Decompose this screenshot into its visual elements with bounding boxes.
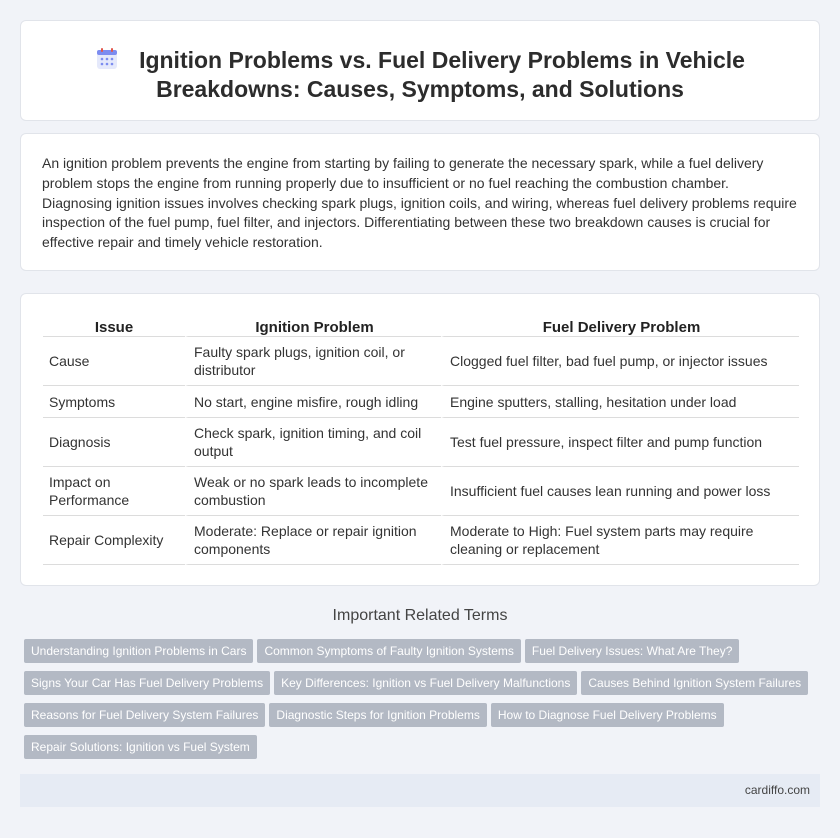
ignition-cell: Check spark, ignition timing, and coil output [185, 418, 441, 467]
header-fuel-delivery: Fuel Delivery Problem [441, 316, 799, 337]
related-term-tag[interactable]: How to Diagnose Fuel Delivery Problems [491, 703, 724, 727]
related-term-tag[interactable]: Understanding Ignition Problems in Cars [24, 639, 253, 663]
related-term-tag[interactable]: Fuel Delivery Issues: What Are They? [525, 639, 740, 663]
calendar-icon [95, 47, 119, 71]
page-title-text: Ignition Problems vs. Fuel Delivery Problems in Vehicle Breakdowns: Causes, Symptoms, and Solutions [139, 47, 745, 102]
ignition-cell: Weak or no spark leads to incomplete combustion [185, 467, 441, 516]
table-row [43, 467, 799, 516]
table-header-row [43, 316, 799, 337]
related-term-tag[interactable]: Repair Solutions: Ignition vs Fuel System [24, 735, 257, 759]
header-ignition: Ignition Problem [185, 316, 441, 337]
page-title [61, 46, 779, 104]
fuel-cell: Engine sputters, stalling, hesitation under load [441, 386, 799, 418]
row-label: Cause [43, 337, 185, 386]
fuel-cell: Insufficient fuel causes lean running and power loss [441, 467, 799, 516]
table-row [43, 516, 799, 565]
fuel-cell: Test fuel pressure, inspect filter and pump function [441, 418, 799, 467]
row-label: Symptoms [43, 386, 185, 418]
header-issue: Issue [43, 316, 185, 337]
row-label: Impact on Performance [43, 467, 185, 516]
related-term-tag[interactable]: Causes Behind Ignition System Failures [581, 671, 808, 695]
related-term-tag[interactable]: Key Differences: Ignition vs Fuel Delivery Malfunctions [274, 671, 577, 695]
table-row [43, 418, 799, 467]
intro-card [20, 133, 820, 271]
table-row [43, 386, 799, 418]
ignition-cell: No start, engine misfire, rough idling [185, 386, 441, 418]
comparison-table [43, 316, 799, 565]
ignition-cell: Faulty spark plugs, ignition coil, or distributor [185, 337, 441, 386]
related-terms-list [24, 639, 824, 767]
related-term-tag[interactable]: Diagnostic Steps for Ignition Problems [269, 703, 486, 727]
fuel-cell: Moderate to High: Fuel system parts may require cleaning or replacement [441, 516, 799, 565]
related-terms-title: Important Related Terms [332, 607, 508, 624]
title-card [20, 20, 820, 121]
footer-site-link[interactable]: cardiffo.com [744, 783, 810, 797]
intro-paragraph: An ignition problem prevents the engine from starting by failing to generate the necessary spark, while a fuel delivery problem stops the engine from running properly due to insufficient or no fuel reaching the combustion chamber. Diagnosing ignition issues involves checking spark plugs, ignition coils, and wiring, whereas fuel delivery problems require inspection of the fuel pump, fuel filter, and injectors. Differentiating between these two breakdown causes is crucial for effective repair and timely vehicle restoration. [42, 155, 797, 251]
fuel-cell: Clogged fuel filter, bad fuel pump, or injector issues [441, 337, 799, 386]
footer [20, 774, 820, 807]
ignition-cell: Moderate: Replace or repair ignition components [185, 516, 441, 565]
related-term-tag[interactable]: Common Symptoms of Faulty Ignition Systems [257, 639, 520, 663]
related-term-tag[interactable]: Signs Your Car Has Fuel Delivery Problems [24, 671, 270, 695]
table-row [43, 337, 799, 386]
comparison-card [20, 293, 820, 586]
row-label: Repair Complexity [43, 516, 185, 565]
row-label: Diagnosis [43, 418, 185, 467]
related-term-tag[interactable]: Reasons for Fuel Delivery System Failures [24, 703, 265, 727]
